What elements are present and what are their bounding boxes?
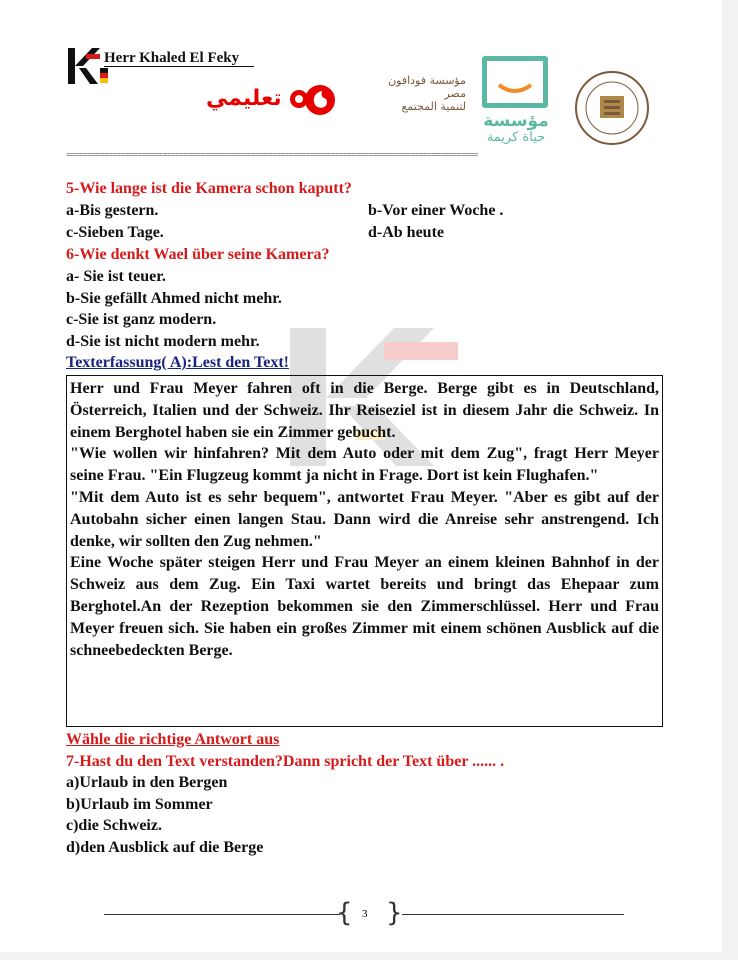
q6-option-b[interactable]: b-Sie gefällt Ahmed nicht mehr. xyxy=(66,289,282,307)
author-name: Herr Khaled El Feky xyxy=(104,50,240,66)
reading-paragraph-1: Herr und Frau Meyer fahren oft in die Berge. Berge gibt es in Deutschland, Österreich, Italien und der Schweiz. Ihr Reiseziel ist in diesem Jahr die Schweiz. In einem Berghotel haben sie ein Zimmer gebucht. xyxy=(70,380,659,441)
q6-option-a[interactable]: a- Sie ist teuer. xyxy=(66,268,166,285)
hayah-karima-text xyxy=(478,112,554,145)
page-number: 3 xyxy=(362,908,368,920)
footer-rule-right xyxy=(402,914,624,915)
text-heading: Texterfassung( A):Lest den Text! xyxy=(66,354,289,371)
q6-option-d[interactable]: d-Sie ist nicht modern mehr. xyxy=(66,332,260,350)
vodafone-logo-icon xyxy=(304,84,336,116)
q7-option-a[interactable]: a)Urlaub in den Bergen xyxy=(66,774,228,792)
question-7-block xyxy=(66,729,666,859)
hayah-line-2: حياة كريمة xyxy=(486,130,546,145)
reading-paragraph-3: "Mit dem Auto ist es sehr bequem", antwortet Frau Meyer. "Aber es gibt auf der Autobahn sicher einen langen Stau. Dann wird die Anreise sehr anstrengend. Ich denke, wir sollten den Zug nehmen." xyxy=(70,488,659,550)
question-5-options-row-2 xyxy=(66,222,666,244)
talimi-brand xyxy=(206,86,309,111)
foundation-line-3: لتنمية المجتمع xyxy=(401,100,466,113)
separator-line: ================================================================================================== xyxy=(66,153,478,159)
q5-option-a[interactable]: a-Bis gestern. xyxy=(66,202,159,219)
reading-paragraph-2: "Wie wollen wir hinfahren? Mit dem Auto oder mit dem Zug", fragt Herr Meyer seine Frau. "Ein Flugzeug kommt ja nicht in Frage. Dort ist kein Flughafen." xyxy=(70,445,659,485)
q7-option-d[interactable]: d)den Ausblick auf die Berge xyxy=(66,838,264,856)
questions-block xyxy=(66,178,666,374)
flag-stripe-gold xyxy=(100,78,108,83)
foundation-line-2: مصر xyxy=(444,87,466,100)
header xyxy=(66,46,666,156)
q5-option-b[interactable]: b-Vor einer Woche . xyxy=(368,202,504,219)
question-7-title: 7-Hast du den Text verstanden?Dann spricht der Text über ...... . xyxy=(66,752,505,770)
question-5-options-row-1 xyxy=(66,200,666,222)
foundation-line-1: مؤسسة فودافون xyxy=(388,74,466,87)
footer-brace-right: } xyxy=(386,898,403,928)
q5-option-d[interactable]: d-Ab heute xyxy=(368,224,445,241)
q6-option-c[interactable]: c-Sie ist ganz modern. xyxy=(66,311,217,328)
q7-option-b[interactable]: b)Urlaub im Sommer xyxy=(66,795,213,813)
hayah-line-1: مؤسسة xyxy=(483,111,549,131)
hayah-karima-logo-icon xyxy=(482,56,548,108)
q7-option-c[interactable]: c)die Schweiz. xyxy=(66,817,162,835)
instruction: Wähle die richtige Antwort aus xyxy=(66,731,280,748)
footer-rule-left xyxy=(104,914,340,915)
question-5-title: 5-Wie lange ist die Kamera schon kaputt? xyxy=(66,180,352,197)
vodafone-foundation-text xyxy=(356,74,466,113)
question-6-title: 6-Wie denkt Wael über seine Kamera? xyxy=(66,246,330,263)
author-underline xyxy=(104,66,254,67)
k-logo-icon xyxy=(66,48,100,84)
q5-option-c[interactable]: c-Sieben Tage. xyxy=(66,224,164,241)
footer-brace-left: { xyxy=(336,898,353,928)
reading-text-box xyxy=(66,375,663,727)
reading-paragraph-4: Eine Woche später steigen Herr und Frau Meyer an einem kleinen Bahnhof in der Schweiz aus dem Zug. Ein Taxi wartet bereits und bringt das Ehepaar zum Berghotel.An der Rezeption bekommen sie den Zimmerschlüssel. Herr und Frau Meyer freuen sich. Sie haben ein großes Zimmer mit einem schönen Ausblick auf die schneebedeckten Berge. xyxy=(70,554,659,659)
ministry-seal-icon xyxy=(574,70,650,146)
talimi-text: تعليمي xyxy=(206,86,282,111)
